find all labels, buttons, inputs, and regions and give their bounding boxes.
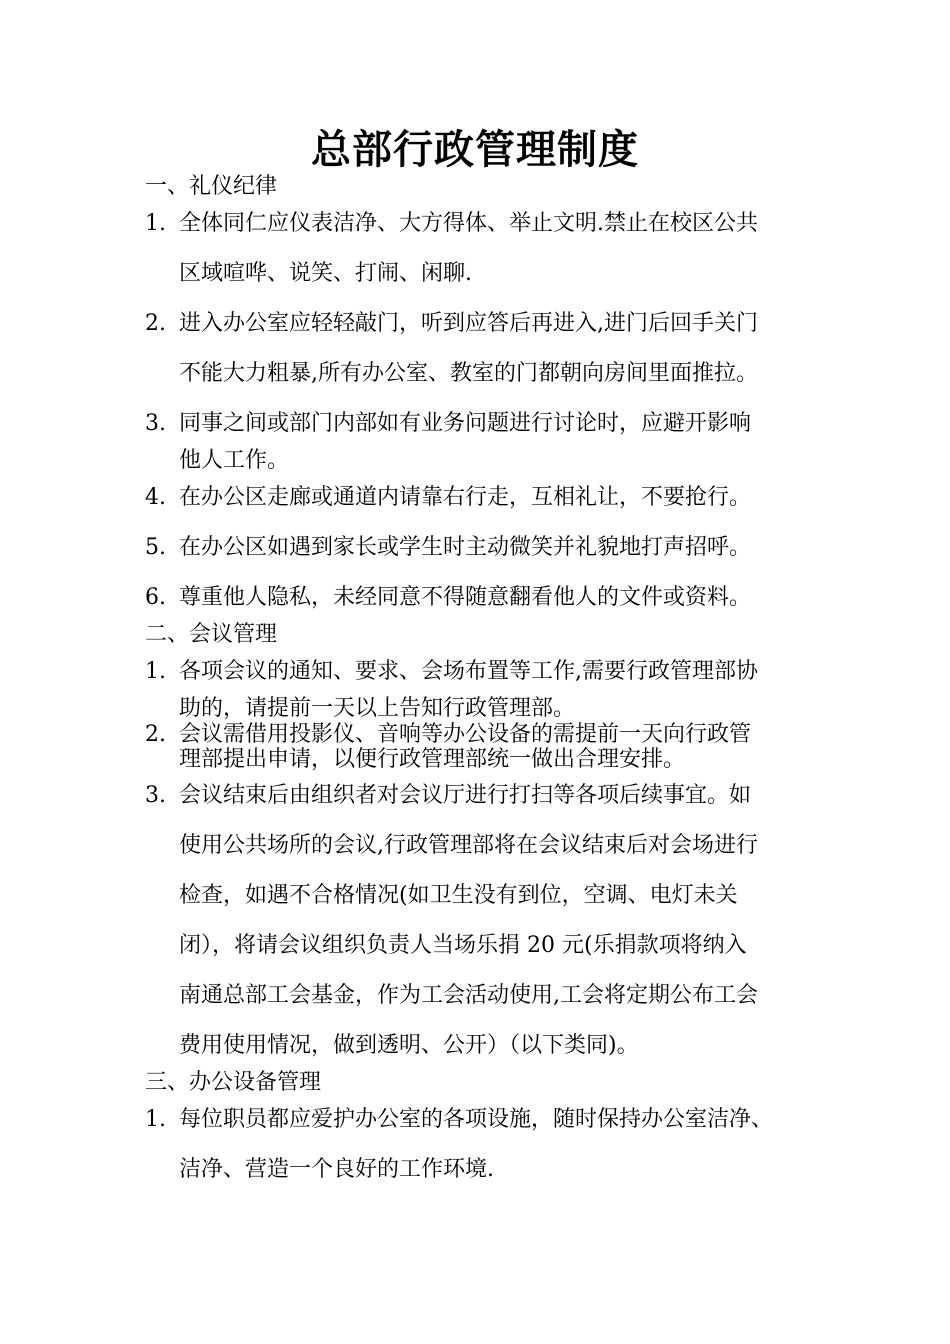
item-text-line: 进入办公室应轻轻敲门，听到应答后再进入,进门后回手关门 xyxy=(179,311,758,336)
item-text-line: 使用公共场所的会议,行政管理部将在会议结束后对会场进行 xyxy=(179,833,758,858)
section-heading: 二、会议管理 xyxy=(145,622,278,647)
item-number: 2. xyxy=(145,722,166,747)
document-title: 总部行政管理制度 xyxy=(311,126,639,173)
item-number: 4. xyxy=(145,485,166,510)
item-number: 5. xyxy=(145,535,166,560)
item-text-line: 助的，请提前一天以上告知行政管理部。 xyxy=(179,696,576,721)
item-text-line: 区域喧哗、说笑、打闹、闲聊. xyxy=(179,261,472,286)
item-number: 3. xyxy=(145,411,166,436)
item-text-line: 尊重他人隐私，未经同意不得随意翻看他人的文件或资料。 xyxy=(179,585,752,610)
item-number: 3. xyxy=(145,783,166,808)
item-text-line: 会议结束后由组织者对会议厅进行打扫等各项后续事宜。如 xyxy=(179,783,752,808)
item-text-line: 费用使用情况，做到透明、公开）（以下类同)。 xyxy=(179,1033,639,1058)
item-text-line: 南通总部工会基金，作为工会活动使用,工会将定期公布工会 xyxy=(179,983,758,1008)
item-text-line: 检查，如遇不合格情况(如卫生没有到位，空调、电灯未关 xyxy=(179,883,738,908)
section-heading: 一、礼仪纪律 xyxy=(145,174,278,199)
item-text-line: 全体同仁应仪表洁净、大方得体、举止文明.禁止在校区公共 xyxy=(179,211,758,236)
item-text-line: 不能大力粗暴,所有办公室、教室的门都朝向房间里面推拉。 xyxy=(179,361,758,386)
item-number: 1. xyxy=(145,211,166,236)
item-number: 1. xyxy=(145,659,166,684)
item-number: 1. xyxy=(145,1107,166,1132)
item-text-line: 在办公区走廊或通道内请靠右行走，互相礼让，不要抢行。 xyxy=(179,485,752,510)
item-text-line: 理部提出申请，以便行政管理部统一做出合理安排。 xyxy=(179,747,686,772)
item-text-line: 会议需借用投影仪、音响等办公设备的需提前一天向行政管 xyxy=(179,722,752,747)
item-text-line: 各项会议的通知、要求、会场布置等工作,需要行政管理部协 xyxy=(179,659,758,684)
item-text-line: 在办公区如遇到家长或学生时主动微笑并礼貌地打声招呼。 xyxy=(179,535,752,560)
item-text-line: 每位职员都应爱护办公室的各项设施，随时保持办公室洁净、 xyxy=(179,1107,774,1132)
section-heading: 三、办公设备管理 xyxy=(145,1070,322,1095)
item-text-line: 同事之间或部门内部如有业务问题进行讨论时，应避开影响 xyxy=(179,411,752,436)
item-number: 2. xyxy=(145,311,166,336)
item-text-line: 他人工作。 xyxy=(179,448,290,473)
item-text-line: 闭），将请会议组织负责人当场乐捐 20 元(乐捐款项将纳入 xyxy=(179,933,747,958)
item-number: 6. xyxy=(145,585,166,610)
item-text-line: 洁净、营造一个良好的工作环境. xyxy=(179,1157,494,1182)
